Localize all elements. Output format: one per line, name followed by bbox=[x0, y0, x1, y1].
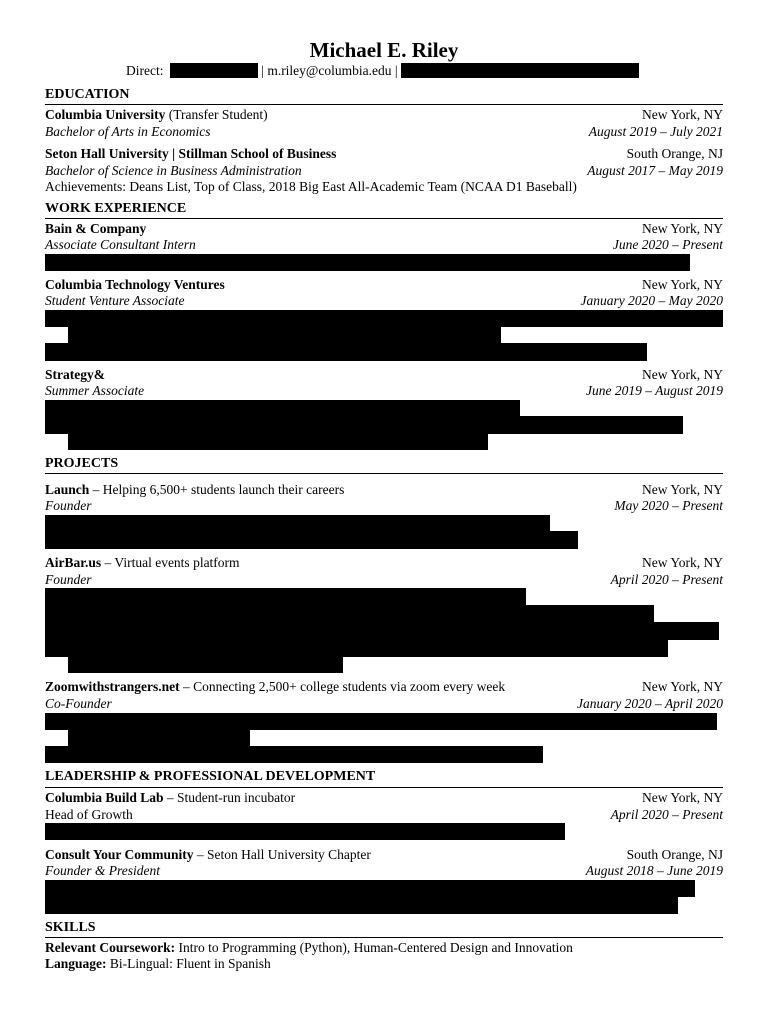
education-dates: August 2019 – July 2021 bbox=[588, 124, 723, 139]
leadership-title: Consult Your Community – Seton Hall University Chapter bbox=[45, 847, 371, 862]
education-achievements: Achievements: Deans List, Top of Class, 2018 Big East All-Academic Team (NCAA D1 Baseball) bbox=[45, 179, 577, 194]
section-heading-leadership: LEADERSHIP & PROFESSIONAL DEVELOPMENT bbox=[45, 769, 376, 784]
section-heading-education: EDUCATION bbox=[45, 87, 130, 102]
section-heading-projects: PROJECTS bbox=[45, 456, 119, 471]
education-location: South Orange, NJ bbox=[626, 146, 723, 161]
work-location: New York, NY bbox=[641, 367, 723, 382]
education-degree: Bachelor of Arts in Economics bbox=[45, 124, 211, 139]
direct-label: Direct: bbox=[126, 63, 164, 78]
redacted-bullet bbox=[68, 729, 250, 747]
work-company: Columbia Technology Ventures bbox=[45, 277, 225, 292]
redacted-bullet bbox=[45, 416, 683, 434]
section-divider bbox=[45, 104, 723, 105]
work-location: New York, NY bbox=[641, 277, 723, 292]
work-location: New York, NY bbox=[641, 221, 723, 236]
education-school: Seton Hall University | Stillman School of Business bbox=[45, 146, 337, 161]
redacted-bullet bbox=[45, 310, 723, 327]
work-role: Student Venture Associate bbox=[45, 293, 185, 308]
leadership-role: Founder & President bbox=[45, 863, 160, 878]
education-degree: Bachelor of Science in Business Administration bbox=[45, 163, 302, 178]
redacted-bullet bbox=[45, 746, 543, 763]
leadership-dates: April 2020 – Present bbox=[610, 807, 723, 822]
leadership-dates: August 2018 – June 2019 bbox=[585, 863, 723, 878]
work-company: Strategy& bbox=[45, 367, 105, 382]
redacted-bullet bbox=[68, 433, 488, 450]
work-dates: January 2020 – May 2020 bbox=[580, 293, 723, 308]
email-text: m.riley@columbia.edu bbox=[267, 63, 392, 78]
project-role: Founder bbox=[45, 572, 92, 587]
contact-line bbox=[126, 63, 639, 79]
redacted-bullet bbox=[45, 343, 647, 361]
work-role: Summer Associate bbox=[45, 383, 145, 398]
project-location: New York, NY bbox=[641, 555, 723, 570]
project-location: New York, NY bbox=[641, 482, 723, 497]
project-title: AirBar.us – Virtual events platform bbox=[45, 555, 240, 570]
redacted-bullet bbox=[68, 326, 501, 344]
leadership-location: New York, NY bbox=[641, 790, 723, 805]
redacted-bullet bbox=[68, 656, 343, 673]
redacted-bullet bbox=[45, 896, 678, 914]
work-dates: June 2020 – Present bbox=[612, 237, 723, 252]
project-role: Founder bbox=[45, 498, 92, 513]
redacted-bullet bbox=[45, 400, 520, 417]
section-divider bbox=[45, 787, 723, 788]
education-school: Columbia University (Transfer Student) bbox=[45, 107, 268, 122]
redacted-bullet bbox=[45, 823, 565, 840]
redacted-bullet bbox=[45, 254, 690, 271]
section-divider bbox=[45, 218, 723, 219]
skills-coursework: Relevant Coursework: Intro to Programming (Python), Human-Centered Design and Innovation bbox=[45, 940, 573, 955]
contact-separator: | bbox=[261, 63, 264, 78]
redacted-bullet bbox=[45, 531, 578, 549]
education-location: New York, NY bbox=[641, 107, 723, 122]
redacted-bullet bbox=[45, 605, 654, 623]
redacted-link bbox=[401, 63, 639, 78]
section-heading-work: WORK EXPERIENCE bbox=[45, 201, 187, 216]
project-location: New York, NY bbox=[641, 679, 723, 694]
work-dates: June 2019 – August 2019 bbox=[586, 383, 723, 398]
redacted-bullet bbox=[45, 588, 526, 606]
work-role: Associate Consultant Intern bbox=[45, 237, 196, 252]
redacted-bullet bbox=[45, 713, 717, 730]
redacted-bullet bbox=[45, 880, 695, 897]
project-dates: January 2020 – April 2020 bbox=[577, 696, 723, 711]
contact-separator: | bbox=[394, 63, 398, 78]
work-company: Bain & Company bbox=[45, 221, 147, 236]
project-title: Launch – Helping 6,500+ students launch their careers bbox=[45, 482, 345, 497]
redacted-phone bbox=[170, 63, 258, 78]
section-divider bbox=[45, 937, 723, 938]
section-heading-skills: SKILLS bbox=[45, 920, 96, 935]
leadership-title: Columbia Build Lab – Student-run incubator bbox=[45, 790, 296, 805]
project-title: Zoomwithstrangers.net – Connecting 2,500+ college students via zoom every week bbox=[45, 679, 506, 694]
project-dates: April 2020 – Present bbox=[610, 572, 723, 587]
redacted-bullet bbox=[45, 515, 550, 532]
redacted-bullet bbox=[45, 622, 719, 640]
section-divider bbox=[45, 473, 723, 474]
skills-language: Language: Bi-Lingual: Fluent in Spanish bbox=[45, 956, 271, 971]
education-dates: August 2017 – May 2019 bbox=[587, 163, 723, 178]
leadership-role: Head of Growth bbox=[45, 807, 133, 822]
resume-name: Michael E. Riley bbox=[309, 38, 459, 62]
redacted-bullet bbox=[45, 639, 668, 657]
leadership-location: South Orange, NJ bbox=[626, 847, 723, 862]
project-role: Co-Founder bbox=[45, 696, 112, 711]
project-dates: May 2020 – Present bbox=[614, 498, 723, 513]
